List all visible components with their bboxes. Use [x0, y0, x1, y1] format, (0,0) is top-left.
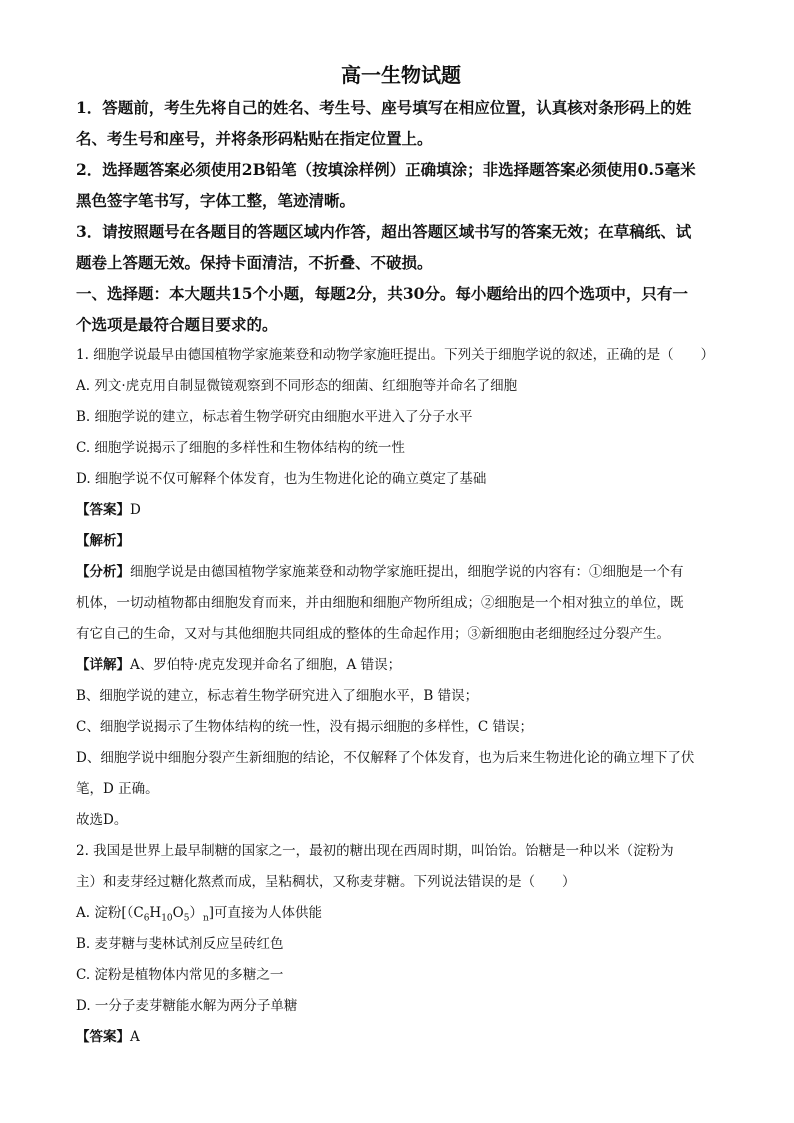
question-2-option-a [76, 898, 726, 929]
document-page [76, 58, 726, 1053]
question-1-option-a: A. 列文·虎克用自制显微镜观察到不同形态的细菌、红细胞等并命名了细胞 [76, 378, 518, 394]
section-heading: 一、选择题：本大题共15个小题，每题2分，共30分。每小题给出的四个选项中，只有一 [76, 284, 688, 303]
question-2-answer [76, 1022, 726, 1053]
instruction-line: 名、考生号和座号，并将条形码粘贴在指定位置上。 [76, 129, 433, 148]
fenxi-label: 【分析】 [76, 564, 130, 580]
detail-line: C、细胞学说揭示了生物体结构的统一性，没有揭示细胞的多样性，C 错误； [76, 719, 533, 735]
question-2-option-d: D. 一分子麦芽糖能水解为两分子单糖 [76, 998, 298, 1014]
formula-part: ） [189, 905, 203, 921]
detail-text: A、罗伯特·虎克发现并命名了细胞，A 错误； [130, 657, 402, 673]
detail-line: 笔，D 正确。 [76, 781, 159, 797]
question-1-option-b: B. 细胞学说的建立，标志着生物学研究由细胞水平进入了分子水平 [76, 409, 473, 425]
detail-line: D、细胞学说中细胞分裂产生新细胞的结论，不仅解释了个体发育，也为后来生物进化论的确立埋下了伏 [76, 750, 695, 766]
formula-subscript: 10 [161, 913, 173, 924]
answer-value: A [130, 1029, 140, 1045]
question-1-option-d: D. 细胞学说不仅可解释个体发育，也为生物进化论的确立奠定了基础 [76, 471, 487, 487]
page-title: 高一生物试题 [341, 63, 461, 87]
question-1-option-c: C. 细胞学说揭示了细胞的多样性和生物体结构的统一性 [76, 440, 405, 456]
question-2-option-c: C. 淀粉是植物体内常见的多糖之一 [76, 967, 284, 983]
xiangjie-label: 【详解】 [76, 657, 130, 673]
instruction-line: 题卷上答题无效。保持卡面清洁，不折叠、不破损。 [76, 253, 433, 272]
question-1-analysis-heading [76, 526, 726, 557]
analysis-label: 【解析】 [76, 533, 130, 549]
question-2-stem: 主）和麦芽经过糖化熬煮而成，呈粘稠状，又称麦芽糖。下列说法错误的是（ ） [76, 874, 576, 890]
analysis-line: 机体，一切动植物都由细胞发育而来，并由细胞和细胞产物所组成；②细胞是一个相对独立的单位，既 [76, 595, 684, 611]
question-1-answer [76, 495, 726, 526]
analysis-text: 细胞学说是由德国植物学家施莱登和动物学家施旺提出，细胞学说的内容有：①细胞是一个有 [130, 564, 684, 580]
instruction-line: 黑色签字笔书写，字体工整，笔迹清晰。 [76, 191, 356, 210]
analysis-line [76, 557, 726, 588]
instruction-line: 3．请按照题号在各题目的答题区域内作答，超出答题区域书写的答案无效；在草稿纸、试 [76, 222, 692, 241]
detail-line [76, 650, 726, 681]
answer-label: 【答案】 [76, 1029, 130, 1045]
detail-line: B、细胞学说的建立，标志着生物学研究进入了细胞水平，B 错误； [76, 688, 479, 704]
instruction-line: 1．答题前，考生先将自己的姓名、考生号、座号填写在相应位置，认真核对条形码上的姓 [76, 98, 692, 117]
formula-subscript: 5 [183, 913, 190, 924]
question-2-stem: 2. 我国是世界上最早制糖的国家之一，最初的糖出现在西周时期，叫饴饴。饴糖是一种以米（淀粉为 [76, 843, 674, 859]
formula-subscript: n [202, 913, 209, 924]
answer-label: 【答案】 [76, 502, 130, 518]
answer-value: D [130, 502, 141, 518]
formula-part: A. 淀粉[（C [76, 905, 144, 921]
section-heading: 个选项是最符合题目要求的。 [76, 315, 278, 334]
detail-line: 故选D。 [76, 812, 128, 828]
instruction-line: 2．选择题答案必须使用2B铅笔（按填涂样例）正确填涂；非选择题答案必须使用0.5毫米 [76, 160, 696, 179]
formula-part: H [149, 905, 162, 921]
formula-part: ]可直接为人体供能 [208, 905, 323, 921]
formula-part: O [172, 905, 184, 921]
question-1-stem: 1. 细胞学说最早由德国植物学家施莱登和动物学家施旺提出。下列关于细胞学说的叙述，正确的是（ ） [76, 347, 715, 363]
formula-subscript: 6 [143, 913, 150, 924]
analysis-line: 有它自己的生命，又对与其他细胞共同组成的整体的生命起作用；③新细胞由老细胞经过分裂产生。 [76, 626, 670, 642]
question-2-option-b: B. 麦芽糖与斐林试剂反应呈砖红色 [76, 936, 284, 952]
